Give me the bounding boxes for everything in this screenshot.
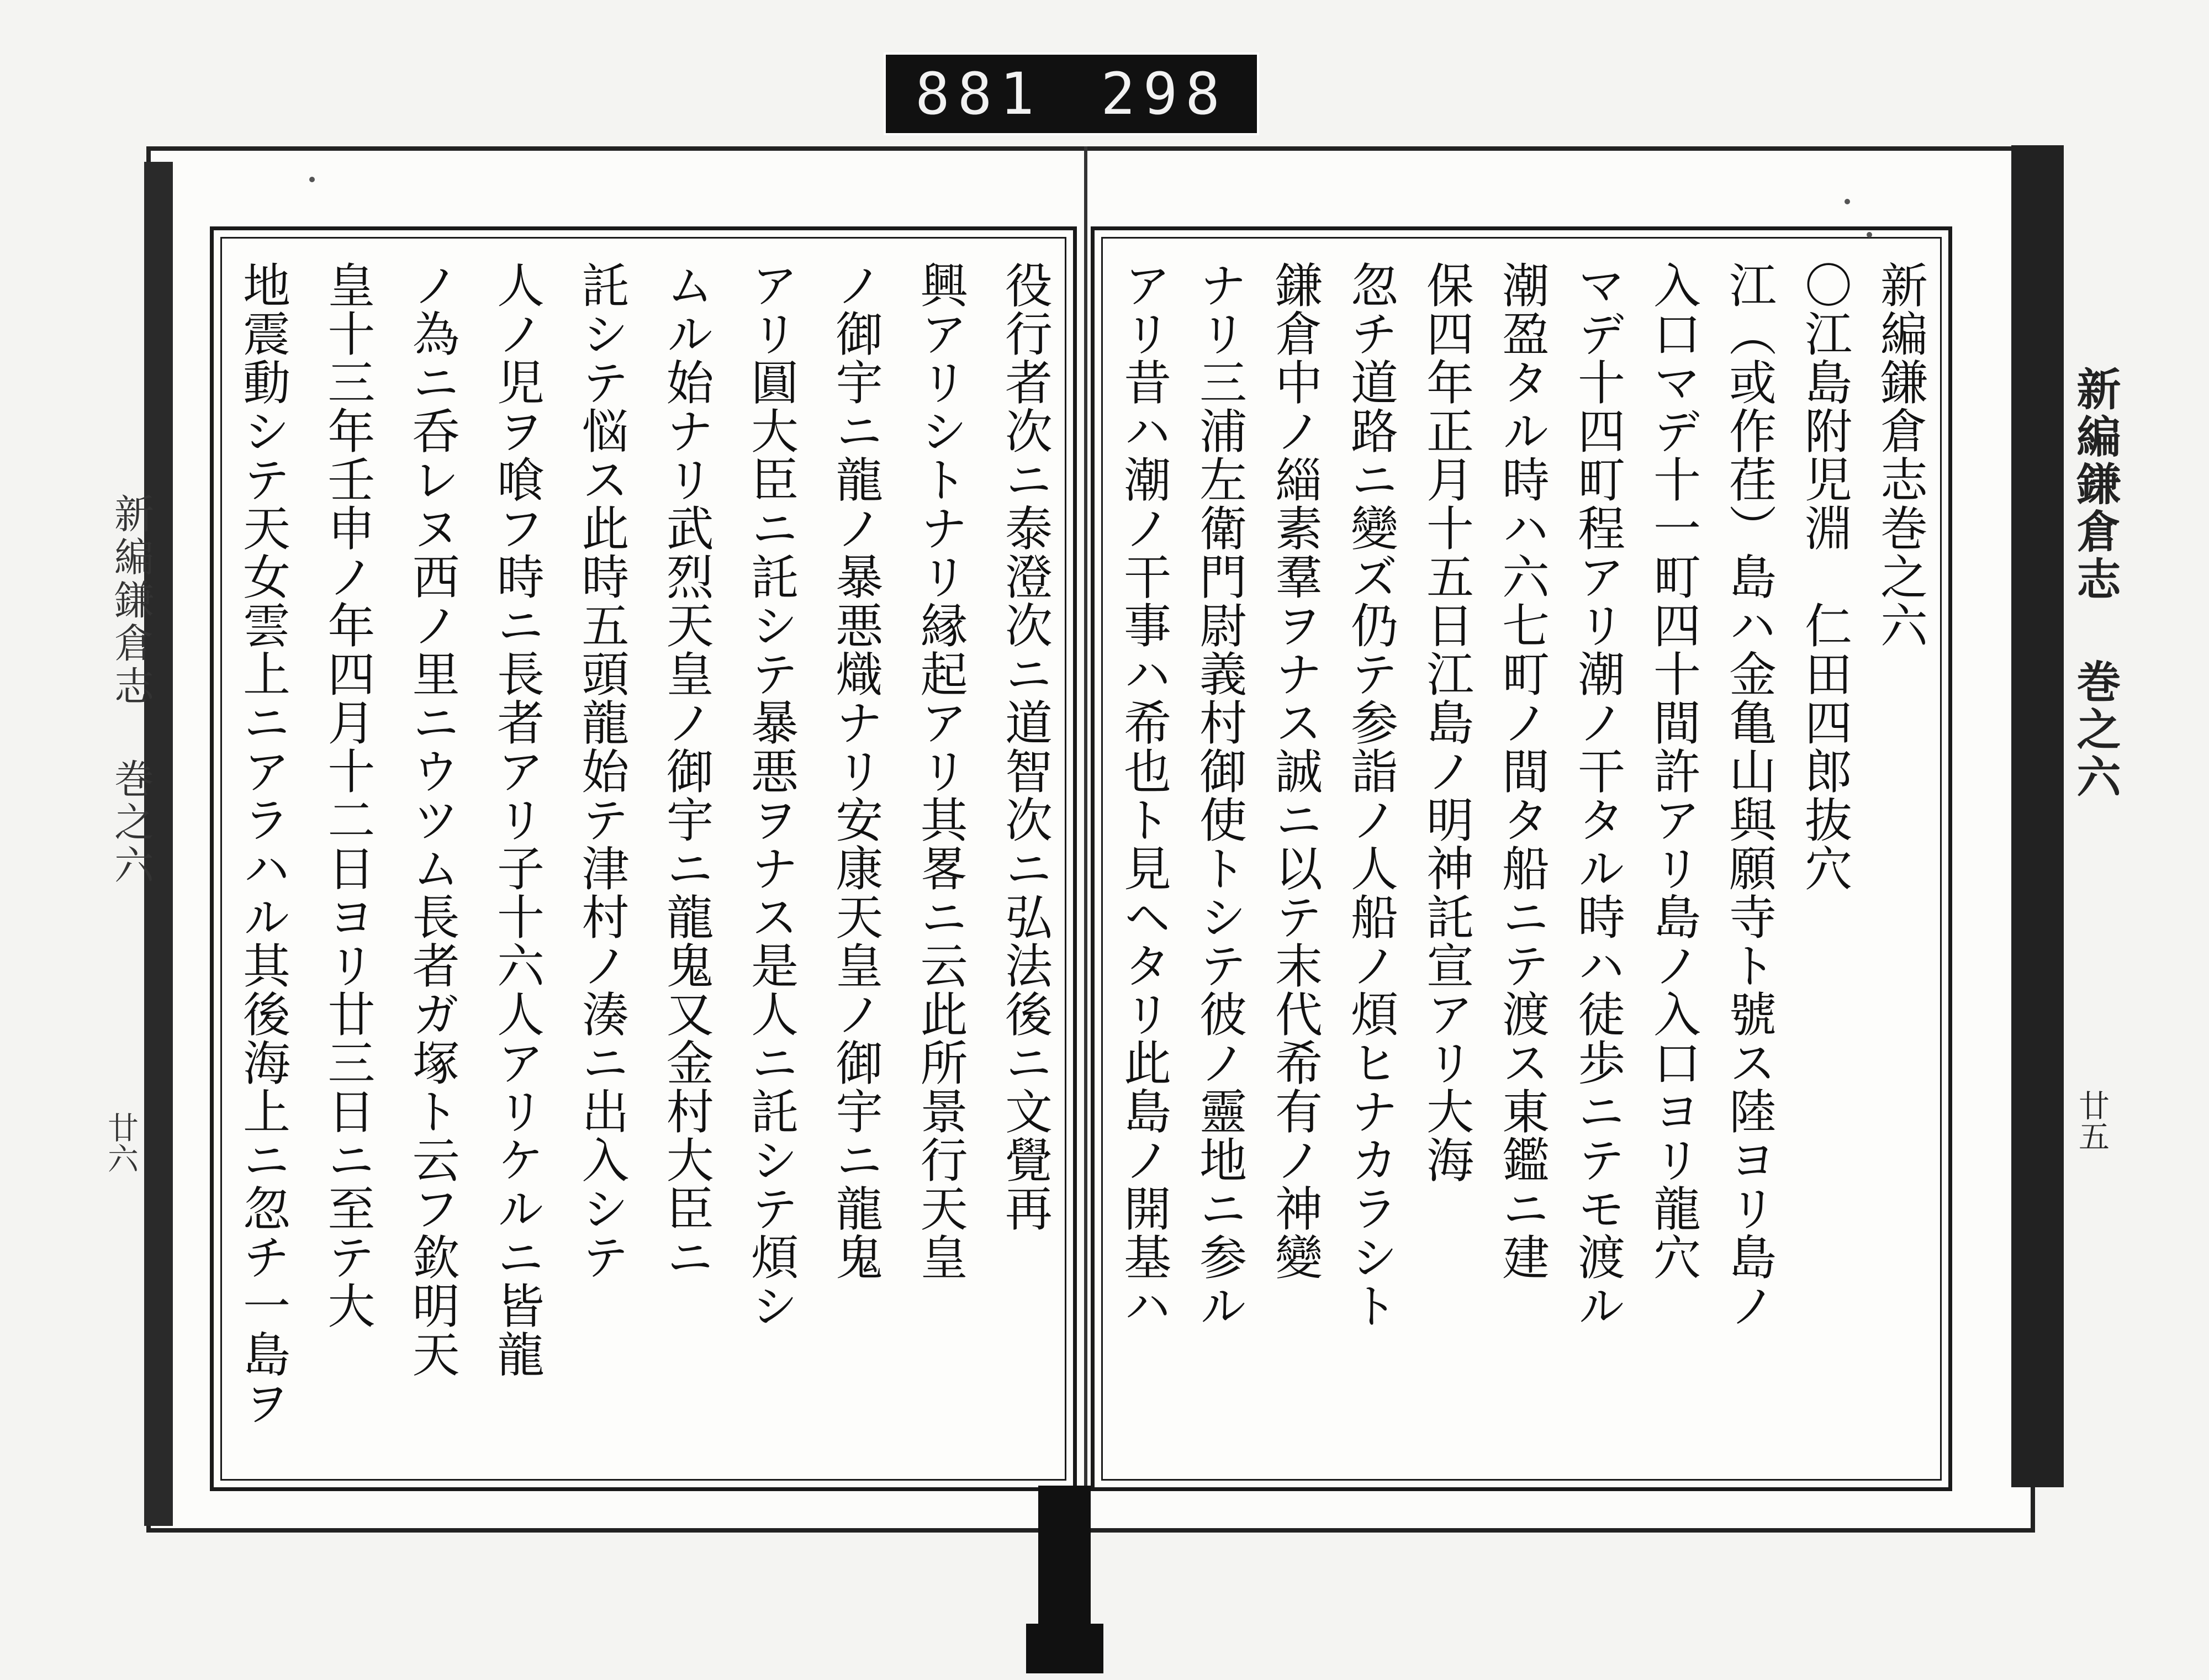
text-column: ノ御宇ニ龍ノ暴悪熾ナリ安康天皇ノ御宇ニ龍鬼 [827,261,883,1281]
ink-speck [1867,232,1872,237]
right-margin-volume: 巻之六 [2069,659,2121,801]
text-column: ムル始ナリ武烈天皇ノ御宇ニ龍鬼又金村大臣ニ [658,261,714,1281]
left-folio: 廿六 [103,1112,139,1174]
left-margin-title [102,493,160,1570]
microfilm-frame-label [884,52,1259,135]
text-column: 皇十三年壬申ノ年四月十二日ヨリ廿三日ニ至テ大 [319,261,375,1330]
text-column: 役行者次ニ泰澄次ニ道智次ニ弘法後ニ文覺再 [996,261,1052,1233]
ink-speck [309,177,315,182]
left-margin-book-title: 新編鎌倉志 [108,493,154,709]
text-column: ナリ三浦左衛門尉義村御使トシテ彼ノ靈地ニ参ル [1191,261,1246,1330]
text-column: 入口マデ十一町四十間許アリ島ノ入口ヨリ龍穴 [1645,261,1700,1281]
text-column: 鎌倉中ノ緇素羣ヲナス誠ニ以テ末代希有ノ神變 [1267,261,1322,1281]
book-right-edge [2011,145,2064,1487]
right-margin-book-title: 新編鎌倉志 [2069,366,2121,604]
frame-number-right: 298 [1101,60,1228,128]
text-column: マデ十四町程アリ潮ノ干タル時ハ徒歩ニテモ渡ル [1569,261,1625,1330]
text-column: 地震動シテ天女雲上ニアラハル其後海上ニ忽チ一島ヲ [235,261,290,1427]
text-column: アリ圓大臣ニ託シテ暴悪ヲナス是人ニ託シテ煩シ [742,261,798,1330]
left-page-columns [220,237,1066,1481]
text-column: 人ノ児ヲ喰フ時ニ長者アリ子十六人アリケルニ皆龍 [488,261,544,1378]
text-column: アリ昔ハ潮ノ干事ハ希也ト見ヘタリ此島ノ開基ハ [1116,261,1171,1330]
text-column: 忽チ道路ニ變ズ仍テ参詣ノ人船ノ煩ヒナカラシト [1343,261,1398,1330]
right-folio: 廿五 [2074,1090,2110,1151]
frame-number-left: 881 [915,60,1042,128]
left-margin-volume: 巻之六 [108,758,154,887]
left-page-text-panel [210,226,1077,1491]
section-title-column: 〇江島附児淵 仁田四郎抜穴 [1796,261,1852,892]
text-column: 興アリシトナリ縁起アリ其畧ニ云此所景行天皇 [912,261,968,1281]
text-column: 保四年正月十五日江島ノ明神託宣アリ大海 [1418,261,1473,1184]
page-heading-column: 新編鎌倉志巻之六 [1872,261,1927,649]
right-page-text-panel [1091,226,1952,1491]
text-column: ノ為ニ呑レヌ西ノ里ニウツム長者ガ塚ト云フ欽明天 [404,261,459,1378]
center-gutter [1084,146,1087,1538]
text-column: 託シテ悩ス此時五頭龍始テ津村ノ湊ニ出入シテ [573,261,629,1281]
right-page-columns [1101,237,1942,1481]
ink-speck [1845,199,1850,204]
binding-string [1038,1486,1091,1673]
text-column: 潮盈タル時ハ六七町ノ間タ船ニテ渡ス東鑑ニ建 [1494,261,1549,1281]
text-column: 江（或作荏）島ハ金亀山與願寺ト號ス陸ヨリ島ノ [1721,261,1776,1330]
